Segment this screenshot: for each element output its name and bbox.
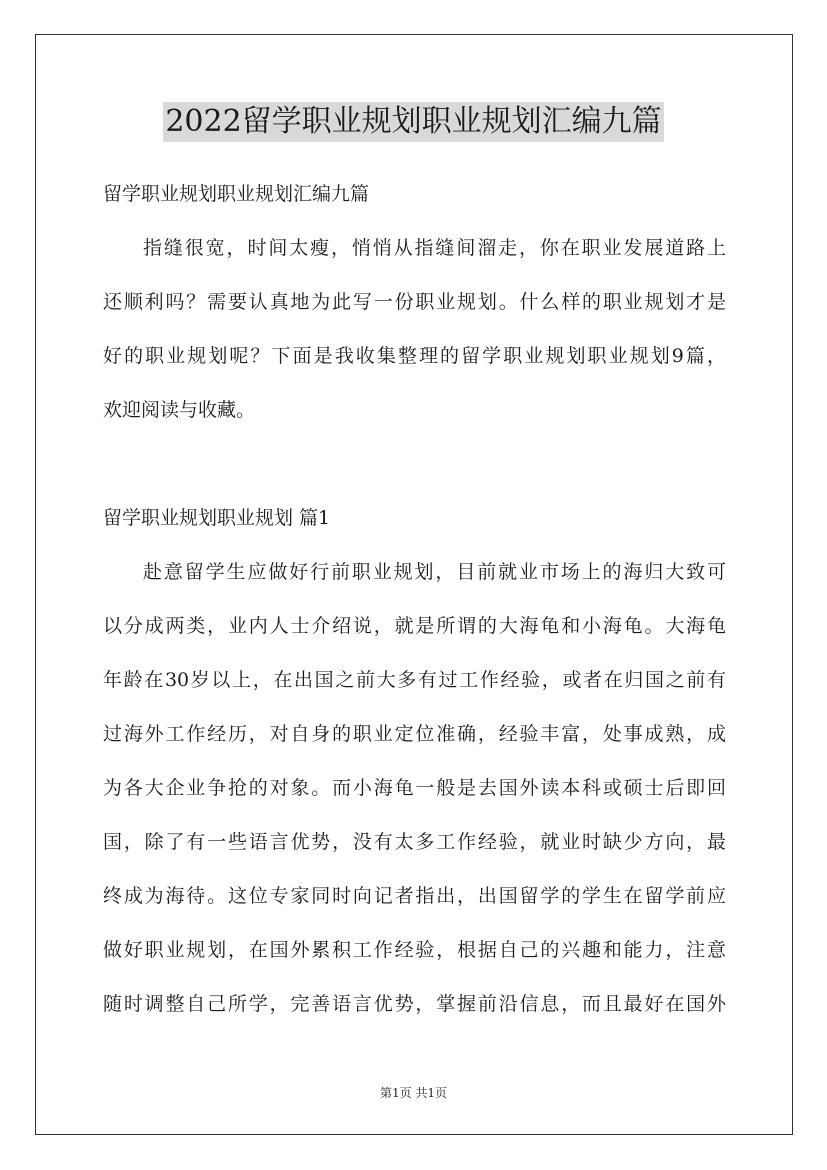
- section-line: 国，除了有一些语言优势，没有太多工作经验，就业时缺少方向，最: [103, 831, 726, 853]
- intro-line: 指缝很宽，时间太瘦，悄悄从指缝间溜走，你在职业发展道路上: [143, 237, 726, 259]
- title-container: [0, 102, 827, 142]
- document-title: 2022留学职业规划职业规划汇编九篇: [163, 102, 663, 142]
- intro-line: 欢迎阅读与收藏。: [103, 399, 256, 421]
- section-line: 为各大企业争抢的对象。而小海龟一般是去国外读本科或硕士后即回: [103, 777, 726, 799]
- section-line: 终成为海待。这位专家同时向记者指出，出国留学的学生在留学前应: [103, 885, 726, 907]
- page-footer: 第1页 共1页: [379, 1086, 448, 1100]
- document-subtitle: 留学职业规划职业规划汇编九篇: [103, 183, 370, 205]
- section-line: 赴意留学生应做好行前职业规划，目前就业市场上的海归大致可: [143, 561, 726, 583]
- section-line: 随时调整自己所学，完善语言优势，掌握前沿信息，而且最好在国外: [103, 993, 726, 1015]
- section-line: 以分成两类，业内人士介绍说，就是所谓的大海龟和小海龟。大海龟: [103, 615, 726, 637]
- intro-line: 好的职业规划呢？下面是我收集整理的留学职业规划职业规划9篇，: [103, 345, 726, 367]
- section-line: 过海外工作经历，对自身的职业定位准确，经验丰富，处事成熟，成: [103, 723, 726, 745]
- section-line: 年龄在30岁以上，在出国之前大多有过工作经验，或者在归国之前有: [103, 669, 726, 691]
- document-body: [103, 176, 726, 1040]
- section-line: 做好职业规划，在国外累积工作经验，根据自己的兴趣和能力，注意: [103, 939, 726, 961]
- paragraph-gap: [103, 446, 726, 500]
- section-heading: 留学职业规划职业规划 篇1: [103, 507, 331, 529]
- intro-line: 还顺利吗？需要认真地为此写一份职业规划。什么样的职业规划才是: [103, 291, 726, 313]
